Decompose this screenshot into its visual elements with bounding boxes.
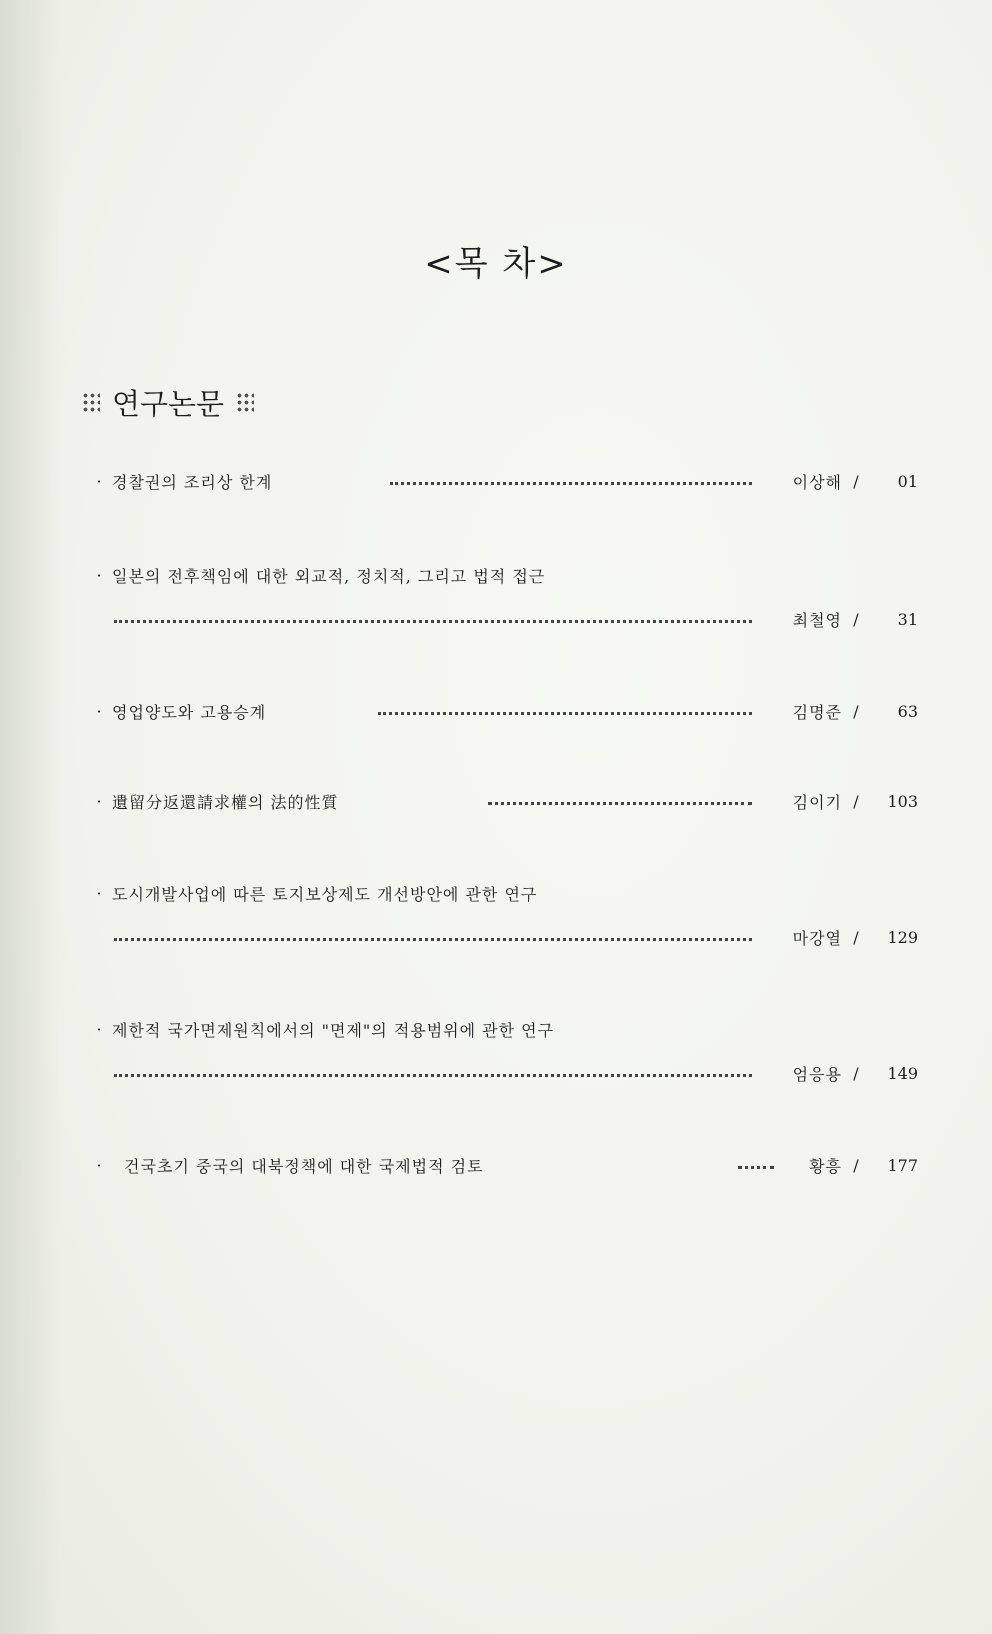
entry-author: 김이기 [792, 792, 842, 812]
entry-author: 최철영 [792, 610, 842, 630]
section-heading [82, 382, 254, 423]
bullet: · [96, 791, 102, 811]
entry-page: 149 [887, 1063, 918, 1083]
bullet: · [96, 1155, 102, 1175]
separator-slash: / [853, 1155, 859, 1175]
leader-dots [378, 708, 752, 715]
bullet: · [96, 701, 102, 721]
section-label: 연구논문 [112, 387, 225, 421]
entry-author: 엄응용 [792, 1064, 842, 1084]
ornament-left-icon [82, 392, 100, 414]
bullet: · [96, 471, 102, 491]
separator-slash: / [853, 791, 859, 811]
toc-entry-author-line[interactable] [0, 920, 992, 954]
leader-dots [114, 1070, 752, 1077]
leader-dots [114, 616, 752, 623]
leader-dots [488, 798, 752, 805]
entry-page: 01 [897, 471, 918, 491]
separator-slash: / [853, 1063, 859, 1083]
entry-page: 129 [887, 927, 918, 947]
separator-slash: / [853, 471, 859, 491]
toc-entry-title-line[interactable] [0, 876, 992, 910]
entry-page: 31 [897, 609, 918, 629]
toc-entry-title-line[interactable] [0, 558, 992, 592]
leader-dots [390, 478, 752, 485]
entry-title: 영업양도와 고용승계 [112, 702, 267, 722]
toc-entry[interactable] [0, 1148, 992, 1182]
separator-slash: / [853, 609, 859, 629]
entry-page: 177 [887, 1155, 918, 1175]
toc-entry[interactable] [0, 784, 992, 818]
ornament-right-icon [236, 392, 254, 414]
separator-slash: / [853, 701, 859, 721]
leader-dots [738, 1162, 774, 1169]
entry-author: 이상해 [792, 472, 842, 492]
toc-entry[interactable] [0, 694, 992, 728]
toc-title: <목 차> [424, 244, 568, 284]
bullet: · [96, 1019, 102, 1039]
entry-title: 일본의 전후책임에 대한 외교적, 정치적, 그리고 법적 접근 [112, 566, 546, 586]
toc-entry[interactable] [0, 464, 992, 498]
entry-title: 제한적 국가면제원칙에서의 "면제"의 적용범위에 관한 연구 [112, 1020, 555, 1040]
entry-page: 103 [887, 791, 918, 811]
entry-page: 63 [897, 701, 918, 721]
bullet: · [96, 883, 102, 903]
entry-title: 건국초기 중국의 대북정책에 대한 국제법적 검토 [124, 1156, 484, 1176]
entry-author: 김명준 [792, 702, 842, 722]
toc-entry-author-line[interactable] [0, 1056, 992, 1090]
entry-author: 마강열 [792, 928, 842, 948]
entry-title: 경찰권의 조리상 한계 [112, 472, 273, 492]
toc-entry-title-line[interactable] [0, 1012, 992, 1046]
bullet: · [96, 565, 102, 585]
entry-author: 황흥 [809, 1156, 842, 1176]
toc-entry-author-line[interactable] [0, 602, 992, 636]
entry-title: 遺留分返還請求權의 法的性質 [112, 792, 339, 812]
leader-dots [114, 934, 752, 941]
entry-title: 도시개발사업에 따른 토지보상제도 개선방안에 관한 연구 [112, 884, 538, 904]
separator-slash: / [853, 927, 859, 947]
